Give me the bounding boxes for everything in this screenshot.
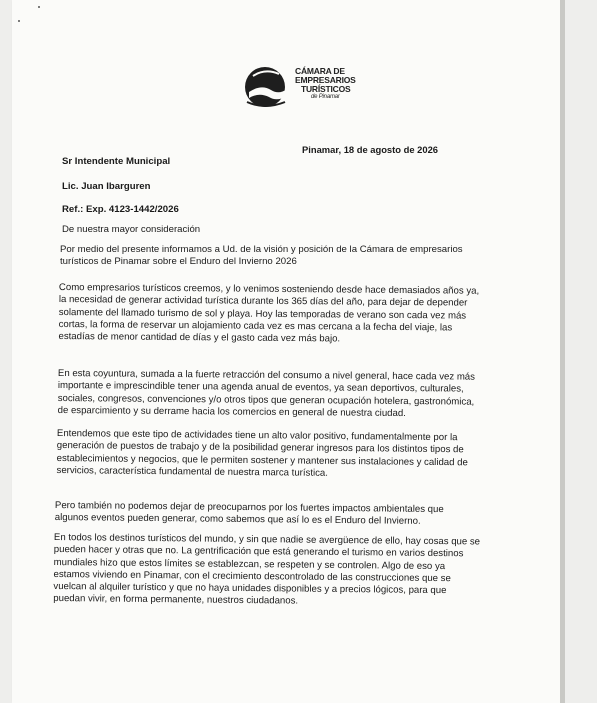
greeting: De nuestra mayor consideración	[62, 224, 201, 235]
chamber-logo	[241, 62, 371, 110]
page-edge	[560, 0, 565, 703]
logo-emblem-icon	[241, 62, 293, 110]
paragraph-line: turísticos de Pinamar sobre el Enduro del Invierno 2026	[60, 256, 297, 268]
logo-text-line: de Pinamar	[311, 94, 340, 100]
paragraph-line: la necesidad de generar actividad turística durante los 365 días del año, para dejar de depender	[58, 294, 468, 309]
paragraph-line: algunos eventos pueden generar, como sabemos que así lo es el Enduro del Invierno.	[54, 512, 421, 528]
paragraph	[55, 500, 444, 529]
paragraph-line: Por medio del presente informamos a Ud. de la visión y posición de la Cámara de empresarios	[60, 244, 463, 255]
recipient-title: Sr Intendente Municipal	[62, 156, 171, 167]
paragraph	[56, 428, 468, 481]
logo-text-line: CÁMARA DE	[295, 66, 345, 76]
paragraph-line: puedan vivir, en forma permanente, nuestros ciudadanos.	[53, 593, 299, 608]
paragraph-line: Como empresarios turísticos creemos, y lo venimos sosteniendo desde hace demasiados años ya,	[58, 282, 480, 297]
paragraph-line: de esparcimiento y su derrame hacia los comercios en general de nuestra ciudad.	[57, 404, 406, 419]
paragraph-line: solamente del llamado turismo de sol y playa. Hoy las temporadas de verano son cada vez más	[58, 306, 467, 322]
paragraph-line: sociales, congresos, convenciones y/o otros tipos que generan ocupación hotelera, gastronómica,	[57, 392, 475, 408]
paragraph-line: pueden hacer y otras que no. La gentrificación que está generando el turismo en varios destinos	[53, 544, 464, 560]
paragraph-line: importante e imprescindible tener una agenda anual de eventos, ya sean deportivos, culturales,	[57, 380, 464, 395]
scan-speck	[18, 20, 20, 22]
paragraph-line: En todos los destinos turísticos del mundo, y sin que nadie se avergüence de ello, hay cosas que se	[53, 532, 481, 548]
paragraph-line: vuelcan al alquiler turístico y que no haya unidades disponibles y a precios lógicos, para que	[53, 581, 447, 597]
paragraph	[53, 532, 480, 610]
scan-speck	[38, 6, 40, 8]
paragraph-line: En esta coyuntura, sumada a la fuerte retracción del consumo a nivel general, hace cada vez más	[57, 368, 476, 383]
paragraph-line: Entendemos que este tipo de actividades tiene un alto valor positivo, fundamentalmente por la	[56, 428, 458, 444]
paragraph	[60, 244, 463, 269]
paragraph-line: Pero también no podemos dejar de preocuparnos por los fuertes impactos ambientales que	[54, 500, 444, 516]
reference-line: Ref.: Exp. 4123-1442/2026	[62, 204, 179, 215]
paragraph-line: cortas, la forma de reservar un alojamiento cada vez es mas cercana a la fecha del viaje, las	[58, 318, 453, 334]
paragraph-line: establecimientos y negocios, que le permiten sostener y mantener sus instalaciones y calidad de	[56, 452, 468, 468]
recipient-name: Lic. Juan Ibarguren	[62, 181, 151, 192]
paragraph-line: estadías de menor cantidad de días y el gasto cada vez más bajo.	[58, 331, 341, 345]
paragraph-line: servicios, característica fundamental de nuestra marca turística.	[56, 464, 329, 479]
letter-date: Pinamar, 18 de agosto de 2026	[302, 144, 439, 155]
paragraph	[58, 282, 479, 347]
paragraph-line: estamos viviendo en Pinamar, con el crecimiento descontrolado de las construcciones que se	[53, 568, 451, 585]
paragraph-line: mundiales hizo que estos límites se establezcan, se respeten y se controlen. Algo de eso ya	[53, 556, 446, 572]
paragraph-line: generación de puestos de trabajo y de la posibilidad generar ingresos para los distintos tipos de	[56, 440, 464, 456]
paragraph	[58, 368, 475, 421]
logo-text-line: TURÍSTICOS	[301, 84, 351, 94]
logo-text-line: EMPRESARIOS	[295, 75, 356, 85]
